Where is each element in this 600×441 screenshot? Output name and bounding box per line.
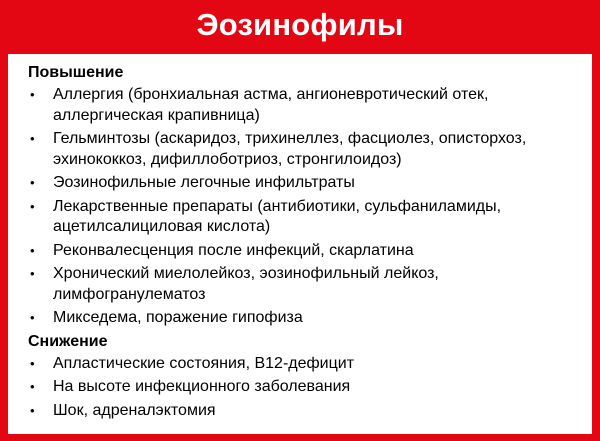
list-item — [28, 308, 580, 329]
section-heading-decrease: Снижение — [28, 332, 108, 350]
list-item — [28, 197, 580, 238]
list-item — [28, 173, 580, 194]
list-item-text: Реконвалесценция после инфекций, скарлатина — [53, 241, 414, 259]
list-item — [28, 354, 580, 375]
bullet-icon: • — [30, 310, 35, 325]
slide-title: Эозинофилы — [196, 6, 404, 42]
list-item — [28, 85, 580, 126]
bullet-icon: • — [30, 198, 35, 214]
list-item-text: Апластические состояния, В12-дефицит — [53, 354, 355, 372]
bullet-icon: • — [30, 175, 35, 190]
list-item — [28, 377, 580, 398]
list-item-text: Эозинофильные легочные инфильтраты — [53, 174, 355, 191]
list-item — [28, 401, 580, 422]
content-panel — [8, 54, 592, 434]
title-bar — [0, 0, 600, 48]
list-item — [28, 241, 580, 262]
list-item-text: Гельминтозы (аскаридоз, трихинеллез, фасциолез, описторхоз, эхинококкоз, дифиллоботриоз, стронгилоидоз) — [53, 130, 527, 168]
list-item-text: Лекарственные препараты (антибиотики, сульфаниламиды, ацетилсалициловая кислота) — [53, 197, 502, 235]
bullet-icon: • — [30, 242, 35, 258]
list-item-text: Микседема, поражение гипофиза — [53, 309, 303, 326]
list-item-text: Аллергия (бронхиальная астма, ангионевротический отек, аллергическая крапивница) — [53, 86, 489, 124]
bullet-icon: • — [30, 402, 35, 418]
list-item-text: Хронический миелолейкоз, эозинофильный лейкоз, лимфогранулематоз — [53, 265, 439, 303]
list-item — [28, 264, 580, 305]
section-heading-increase: Повышение — [28, 64, 124, 81]
bullet-icon: • — [30, 87, 35, 102]
decrease-list — [28, 354, 580, 422]
list-item — [28, 129, 580, 170]
bullet-icon: • — [30, 131, 35, 146]
bullet-icon: • — [30, 266, 35, 281]
increase-list — [28, 85, 580, 329]
bullet-icon: • — [30, 379, 35, 394]
list-item-text: На высоте инфекционного заболевания — [53, 378, 351, 395]
list-item-text: Шок, адреналэктомия — [53, 401, 216, 419]
bullet-icon: • — [30, 355, 35, 371]
